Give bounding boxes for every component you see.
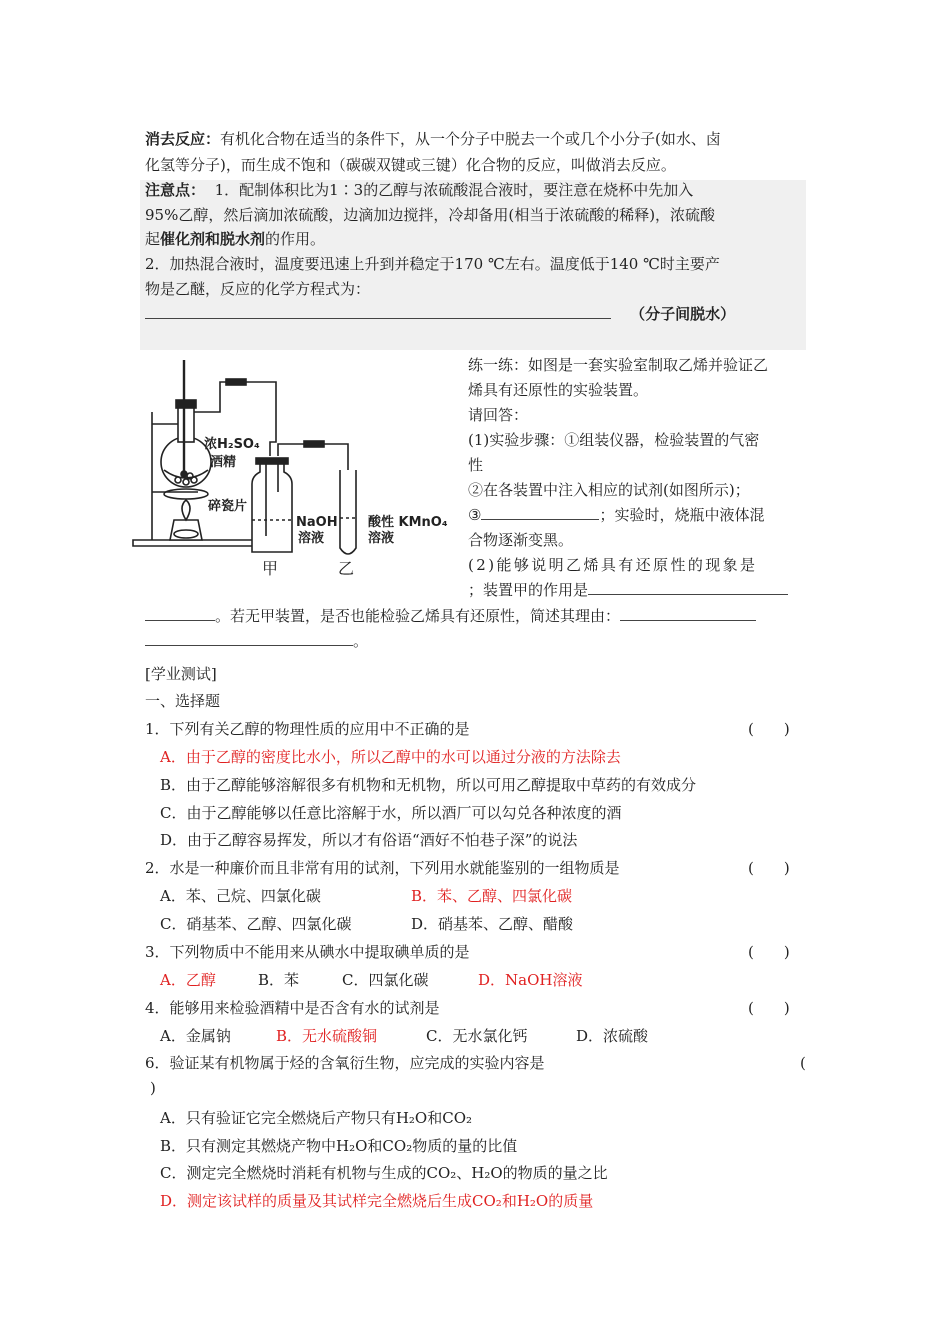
answer-paren-4[interactable]: ( )	[748, 999, 790, 1017]
elimination-definition-line2: 化氢等分子)，而生成不饱和（碳碳双键或三键）化合物的反应，叫做消去反应。	[145, 156, 676, 174]
note-line1: 注意点： 1．配制体积比为1∶3的乙醇与浓硫酸混合液时，要注意在烧杯中先加入	[145, 181, 694, 199]
practice-line4: (1)实验步骤：①组装仪器，检验装置的气密	[468, 431, 760, 449]
q1-option-b[interactable]: B．由于乙醇能够溶解很多有机物和无机物，所以可用乙醇提取中草药的有效成分	[160, 776, 697, 794]
practice-line8: 合物逐渐变黑。	[468, 531, 574, 549]
q6-option-a[interactable]: A．只有验证它完全燃烧后产物只有H₂O和CO₂	[160, 1109, 473, 1127]
q2-option-d[interactable]: D．硝基苯、乙醇、醋酸	[411, 915, 574, 933]
test-header: [学业测试]	[145, 665, 217, 683]
q2-options-row2	[160, 914, 573, 934]
label-kmno4-2: 溶液	[368, 531, 395, 546]
equation-blank-line	[145, 304, 735, 324]
note-line2: 95%乙醇，然后滴加浓硫酸，边滴加边搅拌，冷却备用(相当于浓硫酸的稀释)，浓硫酸	[145, 206, 716, 224]
elimination-definition-line1: 消去反应：有机化合物在适当的条件下，从一个分子中脱去一个或几个小分子(如水、卤	[145, 130, 721, 148]
label-kmno4-1: 酸性 KMnO₄	[368, 515, 448, 530]
label-naoh-2: 溶液	[298, 531, 325, 546]
q4-option-d[interactable]: D．浓硫酸	[576, 1027, 649, 1045]
practice-line2: 烯具有还原性的实验装置。	[468, 381, 649, 399]
answer-paren-1[interactable]: ( )	[748, 720, 790, 738]
answer-paren-3[interactable]: ( )	[748, 943, 790, 961]
practice-line11: 。若无甲装置，是否也能检验乙烯具有还原性，简述其理由：	[145, 606, 756, 626]
q1-option-a[interactable]: A．由于乙醇的密度比水小，所以乙醇中的水可以通过分液的方法除去	[160, 748, 621, 766]
label-conc-h2so4: 浓H₂SO₄	[204, 437, 260, 452]
q3-options	[160, 970, 582, 990]
section-title: 一、选择题	[145, 692, 221, 710]
note-line3: 起催化剂和脱水剂的作用。	[145, 230, 326, 248]
q6-option-b[interactable]: B．只有测定其燃烧产物中H₂O和CO₂物质的量的比值	[160, 1137, 518, 1155]
q6-option-c[interactable]: C．测定完全燃烧时消耗有机物与生成的CO₂、H₂O的物质的量之比	[160, 1164, 608, 1182]
q4-option-a[interactable]: A．金属钠	[160, 1027, 231, 1045]
practice-line1: 练一练：如图是一套实验室制取乙烯并验证乙	[468, 356, 769, 374]
q2-option-c[interactable]: C．硝基苯、乙醇、四氯化碳	[160, 915, 352, 933]
intermolecular-dehydration-tag: （分子间脱水）	[630, 305, 736, 323]
label-yi: 乙	[338, 559, 355, 578]
q6-option-d[interactable]: D．测定该试样的质量及其试样完全燃烧后生成CO₂和H₂O的质量	[160, 1192, 594, 1210]
ethylene-apparatus-diagram	[128, 352, 458, 582]
practice-line7: ③ ；实验时，烧瓶中液体混	[468, 506, 765, 524]
question-1: 1．下列有关乙醇的物理性质的应用中不正确的是	[145, 720, 470, 738]
q2-options-row1	[160, 886, 572, 906]
continuation-blank[interactable]	[145, 606, 215, 621]
q3-option-d[interactable]: D．NaOH溶液	[478, 971, 583, 989]
q2-option-b[interactable]: B．苯、乙醇、四氯化碳	[411, 887, 573, 905]
practice-line10: ；装置甲的作用是	[468, 580, 788, 600]
practice-line12: 。	[145, 631, 368, 651]
note-line4: 2．加热混合液时，温度要迅速上升到并稳定于170 ℃左右。温度低于140 ℃时主要产	[145, 255, 720, 273]
practice-line9: (2)能够说明乙烯具有还原性的现象是	[468, 556, 758, 574]
practice-line3: 请回答：	[468, 406, 529, 424]
q3-option-a[interactable]: A．乙醇	[160, 971, 216, 989]
answer-paren-6-open[interactable]: (	[800, 1054, 806, 1072]
label-porcelain-chips: 碎瓷片	[208, 499, 248, 514]
step3-blank[interactable]	[481, 505, 599, 520]
answer-paren-2[interactable]: ( )	[748, 859, 790, 877]
definition-title: 消去反应：	[145, 130, 221, 148]
question-2: 2．水是一种廉价而且非常有用的试剂，下列用水就能鉴别的一组物质是	[145, 859, 620, 877]
note-line5: 物是乙醚，反应的化学方程式为：	[145, 280, 371, 298]
question-4: 4．能够用来检验酒精中是否含有水的试剂是	[145, 999, 440, 1017]
q3-option-c[interactable]: C．四氯化碳	[342, 971, 429, 989]
reason-blank-2[interactable]	[145, 631, 353, 646]
reason-blank-1[interactable]	[620, 606, 756, 621]
question-3: 3．下列物质中不能用来从碘水中提取碘单质的是	[145, 943, 470, 961]
q1-option-d[interactable]: D．由于乙醇容易挥发，所以才有俗语“酒好不怕巷子深”的说法	[160, 831, 578, 849]
label-naoh-1: NaOH	[296, 515, 338, 530]
bottle-role-blank[interactable]	[588, 580, 788, 595]
practice-line6: ②在各装置中注入相应的试剂(如图所示)；	[468, 481, 750, 499]
q2-option-a[interactable]: A．苯、己烷、四氯化碳	[160, 887, 321, 905]
question-6: 6．验证某有机物属于烃的含氧衍生物，应完成的实验内容是	[145, 1054, 545, 1072]
practice-line5: 性	[468, 456, 484, 474]
q4-options	[160, 1026, 648, 1046]
q3-option-b[interactable]: B．苯	[258, 971, 300, 989]
answer-paren-6-close[interactable]: )	[150, 1079, 156, 1097]
q4-option-b[interactable]: B．无水硫酸铜	[276, 1027, 378, 1045]
note-title: 注意点：	[145, 181, 206, 199]
label-alcohol: 酒精	[210, 455, 237, 470]
q1-option-c[interactable]: C．由于乙醇能够以任意比溶解于水，所以酒厂可以勾兑各种浓度的酒	[160, 804, 622, 822]
label-jia: 甲	[262, 559, 279, 578]
q4-option-c[interactable]: C．无水氯化钙	[426, 1027, 528, 1045]
catalyst-dehydrant: 催化剂和脱水剂	[160, 230, 266, 248]
equation-blank[interactable]	[145, 304, 611, 319]
